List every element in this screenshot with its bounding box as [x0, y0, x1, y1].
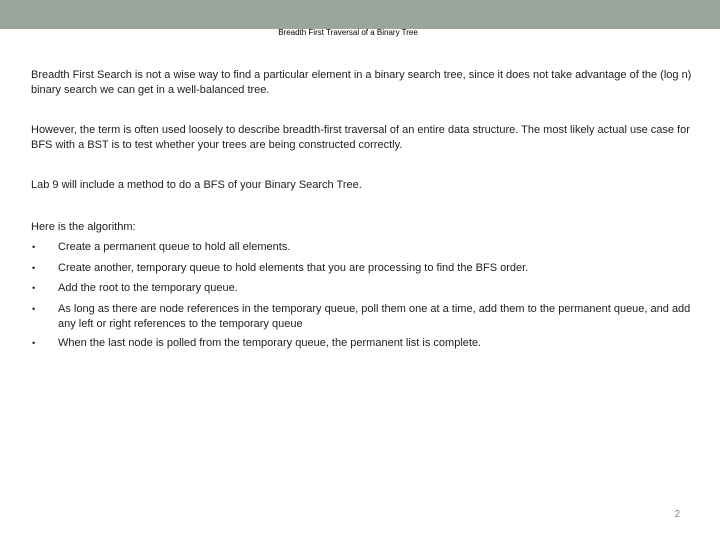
bullet-icon: • — [32, 283, 36, 293]
bullet-icon: • — [32, 338, 36, 348]
slide-title: Breadth First Traversal of a Binary Tree — [278, 28, 418, 37]
bullet-icon: • — [32, 242, 36, 252]
list-item-text: Create another, temporary queue to hold elements that you are processing to find the BFS order. — [58, 262, 529, 274]
list-item-text: Add the root to the temporary queue. — [58, 282, 238, 294]
paragraph-algorithm-heading: Here is the algorithm: — [31, 221, 136, 233]
list-item-text: When the last node is polled from the temporary queue, the permanent list is complete. — [58, 337, 482, 349]
bullet-icon: • — [32, 304, 36, 314]
list-item-text: Create a permanent queue to hold all elements. — [58, 241, 291, 253]
bullet-icon: • — [32, 263, 36, 273]
paragraph-lab-note: Lab 9 will include a method to do a BFS of your Binary Search Tree. — [31, 179, 362, 191]
paragraph-bfs-usage: However, the term is often used loosely to describe breadth-first traversal of an entire data structure. The most likely actual use case for BFS with a BST is to test whether your trees are being constructed correctly. — [31, 124, 690, 151]
header-bar — [0, 0, 720, 29]
page-number: 2 — [674, 509, 680, 520]
list-item-text: As long as there are node references in the temporary queue, poll them one at a time, add them to the permanent queue, and add any left or right references to the temporary queue — [58, 303, 691, 330]
paragraph-bfs-intro: Breadth First Search is not a wise way to find a particular element in a binary search tree, since it does not take advantage of the (log n) binary search we can get in a well-balanced tree. — [31, 69, 692, 96]
